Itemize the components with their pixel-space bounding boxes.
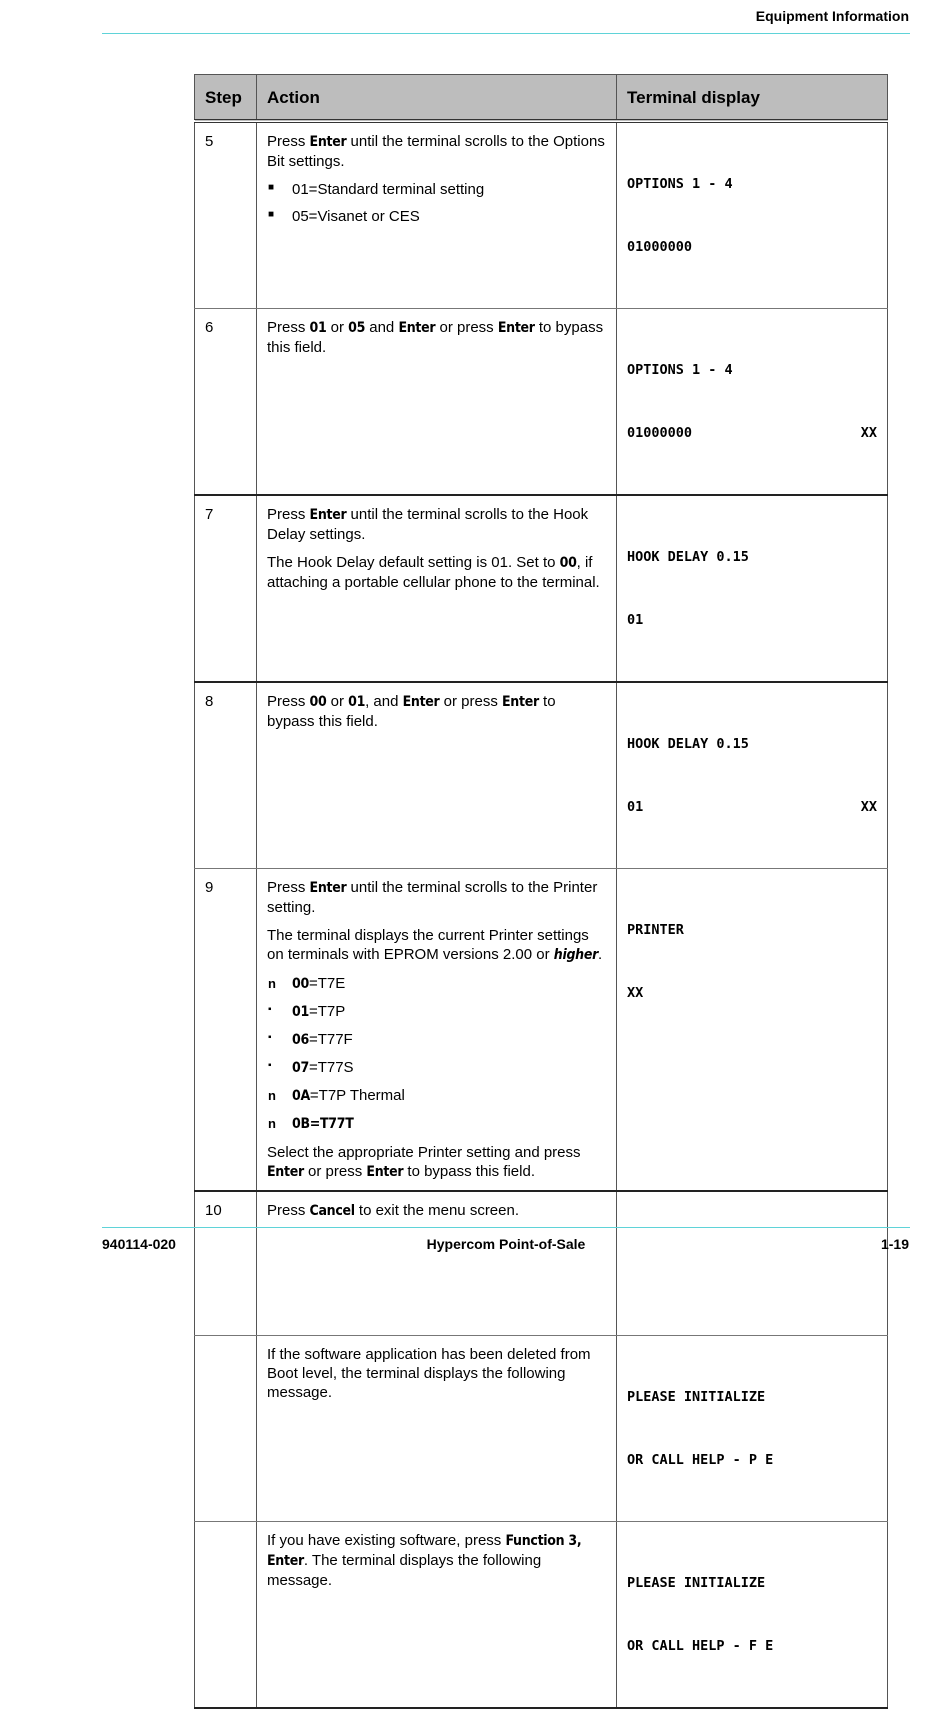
- bullet-icon: n: [268, 976, 276, 991]
- table-row: [195, 309, 888, 496]
- key-name: Enter: [497, 320, 535, 336]
- action-text: Press 00 or 01, and Enter or press Enter to bypass this field.: [267, 693, 556, 730]
- terminal-display-cell: [617, 1191, 888, 1336]
- display-line: 01000000: [627, 425, 693, 441]
- header-rule: [102, 33, 910, 34]
- action-text: Press Cancel to exit the menu screen.: [267, 1202, 520, 1219]
- key-name: 00: [309, 694, 327, 710]
- key-name: Enter: [267, 1164, 304, 1180]
- display-line: HOOK DELAY 0.15: [627, 736, 749, 752]
- option-list: [267, 180, 606, 226]
- key-name: 01: [348, 694, 366, 710]
- list-item: ▪ 01=T7P: [267, 1002, 606, 1022]
- procedure-table: [194, 74, 888, 1709]
- key-name: Enter: [398, 320, 436, 336]
- key-name: Enter: [502, 694, 539, 710]
- action-cell: [257, 1191, 617, 1336]
- action-text: Press Enter until the terminal scrolls to the Printer setting.: [267, 879, 598, 916]
- footer-page-number: 1-19: [880, 1236, 909, 1252]
- terminal-display-cell: [617, 1522, 888, 1709]
- footer-doc-number: 940114-020: [102, 1236, 176, 1252]
- action-cell: [257, 1336, 617, 1522]
- column-header-action: Action: [257, 75, 617, 122]
- printer-option-list: [267, 974, 606, 1134]
- terminal-display: [627, 878, 877, 1046]
- display-line: OPTIONS 1 - 4: [627, 362, 733, 378]
- list-item: n 0A=T7P Thermal: [268, 1087, 405, 1104]
- key-name: Function 3, Enter: [267, 1533, 582, 1569]
- bullet-icon: ■: [268, 182, 275, 193]
- footer-product-name: Hypercom Point-of-Sale: [426, 1236, 586, 1252]
- display-line: PRINTER: [627, 922, 684, 938]
- terminal-display: [627, 132, 877, 300]
- key-name: Enter: [309, 880, 347, 896]
- key-name: 00: [292, 976, 309, 992]
- action-cell: [257, 869, 617, 1192]
- column-header-step: Step: [195, 75, 257, 122]
- terminal-display: [627, 505, 877, 673]
- display-line: 01: [627, 612, 644, 628]
- bullet-icon: ■: [268, 209, 275, 220]
- list-item: [267, 1114, 606, 1134]
- step-number: 9: [195, 869, 257, 1192]
- action-cell: [257, 682, 617, 869]
- table-row: [195, 1522, 888, 1709]
- key-name: 01: [292, 1004, 309, 1020]
- step-number: [195, 1522, 257, 1709]
- step-number: 5: [195, 121, 257, 309]
- terminal-display-cell: [617, 869, 888, 1192]
- display-line-right: XX: [860, 799, 877, 815]
- action-text: If you have existing software, press Function 3, Enter. The terminal displays the following message.: [267, 1532, 582, 1589]
- key-name: 00: [559, 555, 577, 571]
- display-line: XX: [627, 985, 644, 1001]
- bullet-icon: ▪: [268, 1032, 272, 1043]
- terminal-display: [627, 1531, 877, 1699]
- terminal-display-cell: [617, 495, 888, 682]
- step-number: 7: [195, 495, 257, 682]
- key-name: 0A: [292, 1088, 310, 1104]
- table-row: [195, 1191, 888, 1336]
- action-text: If the software application has been deleted from Boot level, the terminal displays the following message.: [267, 1346, 591, 1401]
- display-line-right: XX: [860, 425, 877, 441]
- action-text: The Hook Delay default setting is 01. Set to 00, if attaching a portable cellular phone to the terminal.: [267, 554, 600, 591]
- list-item: ▪ 07=T77S: [267, 1058, 606, 1078]
- list-item: n 00=T7E: [268, 975, 346, 992]
- step-number: 6: [195, 309, 257, 496]
- action-text: The terminal displays the current Printer settings on terminals with EPROM versions 2.00 or higher.: [267, 927, 603, 963]
- key-name: Enter: [309, 507, 347, 523]
- bullet-icon: n: [268, 1116, 276, 1131]
- list-item: ▪ 06=T77F: [267, 1030, 606, 1050]
- key-name: Enter: [309, 134, 347, 150]
- footer-rule: [102, 1227, 910, 1228]
- list-item: ■ 05=Visanet or CES: [267, 207, 606, 226]
- terminal-display: [627, 692, 877, 860]
- emphasis-text: higher: [553, 947, 599, 963]
- display-line: 01: [627, 799, 644, 815]
- display-line: 01000000: [627, 239, 693, 255]
- action-text: Press Enter until the terminal scrolls to the Options Bit settings.: [267, 133, 605, 170]
- action-cell: [257, 309, 617, 496]
- key-name: 05: [348, 320, 366, 336]
- display-line: PLEASE INITIALIZE: [627, 1575, 766, 1591]
- terminal-display: [627, 318, 877, 486]
- table-header-row: [195, 75, 888, 122]
- step-number: 8: [195, 682, 257, 869]
- terminal-display: [627, 1201, 877, 1327]
- bullet-icon: n: [268, 1088, 276, 1103]
- display-line: OR CALL HELP - P E: [627, 1452, 774, 1468]
- step-number: 10: [195, 1191, 257, 1336]
- action-text: Press Enter until the terminal scrolls to the Hook Delay settings.: [267, 506, 589, 543]
- display-line: PLEASE INITIALIZE: [627, 1389, 766, 1405]
- display-line: HOOK DELAY 0.15: [627, 549, 749, 565]
- action-text: Select the appropriate Printer setting and press Enter or press Enter to bypass this field.: [267, 1144, 581, 1180]
- step-number: [195, 1336, 257, 1522]
- table-row: [195, 869, 888, 1192]
- table-row: [195, 1336, 888, 1522]
- column-header-terminal-display: Terminal display: [617, 75, 888, 122]
- key-name: 07: [292, 1060, 309, 1076]
- table-row: [195, 495, 888, 682]
- terminal-display: [627, 1345, 877, 1513]
- display-line: OPTIONS 1 - 4: [627, 176, 733, 192]
- action-text: Press 01 or 05 and Enter or press Enter to bypass this field.: [267, 319, 604, 356]
- key-name: Enter: [402, 694, 440, 710]
- terminal-display-cell: [617, 682, 888, 869]
- action-cell: [257, 495, 617, 682]
- list-item: ■ 01=Standard terminal setting: [267, 180, 606, 199]
- bullet-icon: ▪: [268, 1004, 272, 1015]
- page-header-title: Equipment Information: [755, 8, 909, 24]
- table-row: [195, 121, 888, 309]
- terminal-display-cell: [617, 1336, 888, 1522]
- action-cell: [257, 1522, 617, 1709]
- key-name: Enter: [366, 1164, 404, 1180]
- terminal-display-cell: [617, 309, 888, 496]
- key-name: 01: [309, 320, 327, 336]
- display-line: OR CALL HELP - F E: [627, 1638, 774, 1654]
- key-name: 0B=T77T: [292, 1116, 354, 1132]
- key-name: Cancel: [309, 1203, 355, 1219]
- key-name: 06: [292, 1032, 309, 1048]
- bullet-icon: ▪: [268, 1060, 272, 1071]
- terminal-display-cell: [617, 121, 888, 309]
- table-row: [195, 682, 888, 869]
- action-cell: [257, 121, 617, 309]
